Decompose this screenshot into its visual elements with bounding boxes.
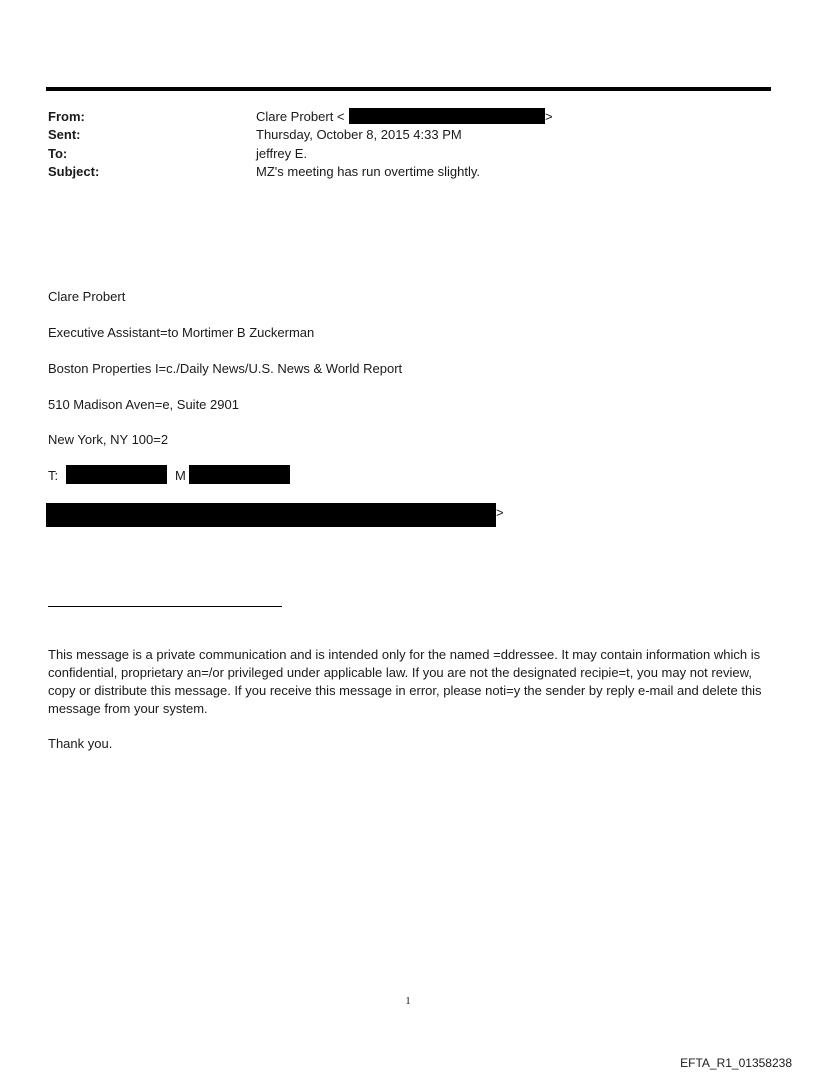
signature-name: Clare Probert — [48, 289, 126, 304]
to-label: To: — [48, 146, 68, 161]
signature-divider — [48, 606, 282, 607]
page-number: 1 — [405, 995, 411, 1007]
subject-label: Subject: — [48, 164, 100, 179]
sent-label: Sent: — [48, 127, 81, 142]
signature-address-2: New York, NY 100=2 — [48, 432, 169, 447]
phone-label: T: — [48, 468, 59, 483]
confidentiality-disclaimer: This message is a private communication and is intended only for the named =ddressee. It may contain information which is confidential, proprietary an=/or privileged under applicable law. If you are not the designated recipie=t, you may not review, copy or distribute this message. If you receive this message in error, please noti=y the sender by reply e-mail and delete this message from your system. — [48, 647, 762, 716]
subject-value: MZ's meeting has run overtime slightly. — [256, 164, 481, 179]
closing-text: Thank you. — [48, 736, 113, 751]
sent-value: Thursday, October 8, 2015 4:33 PM — [256, 127, 462, 142]
redaction-email — [46, 503, 496, 527]
document-id: EFTA_R1_01358238 — [680, 1056, 792, 1070]
email-suffix: > — [496, 505, 504, 520]
signature-address-1: 510 Madison Aven=e, Suite 2901 — [48, 397, 239, 412]
from-value: Clare Probert < — [256, 109, 345, 124]
from-suffix: > — [545, 109, 553, 124]
signature-company: Boston Properties I=c./Daily News/U.S. News & World Report — [48, 361, 403, 376]
header-rule — [46, 87, 771, 91]
signature-title: Executive Assistant=to Mortimer B Zuckerman — [48, 325, 315, 340]
from-label: From: — [48, 109, 85, 124]
redaction-phone — [66, 465, 167, 484]
redaction-from-email — [349, 108, 545, 124]
mobile-label: M — [175, 468, 186, 483]
to-value: jeffrey E. — [256, 146, 308, 161]
redaction-mobile — [189, 465, 290, 484]
